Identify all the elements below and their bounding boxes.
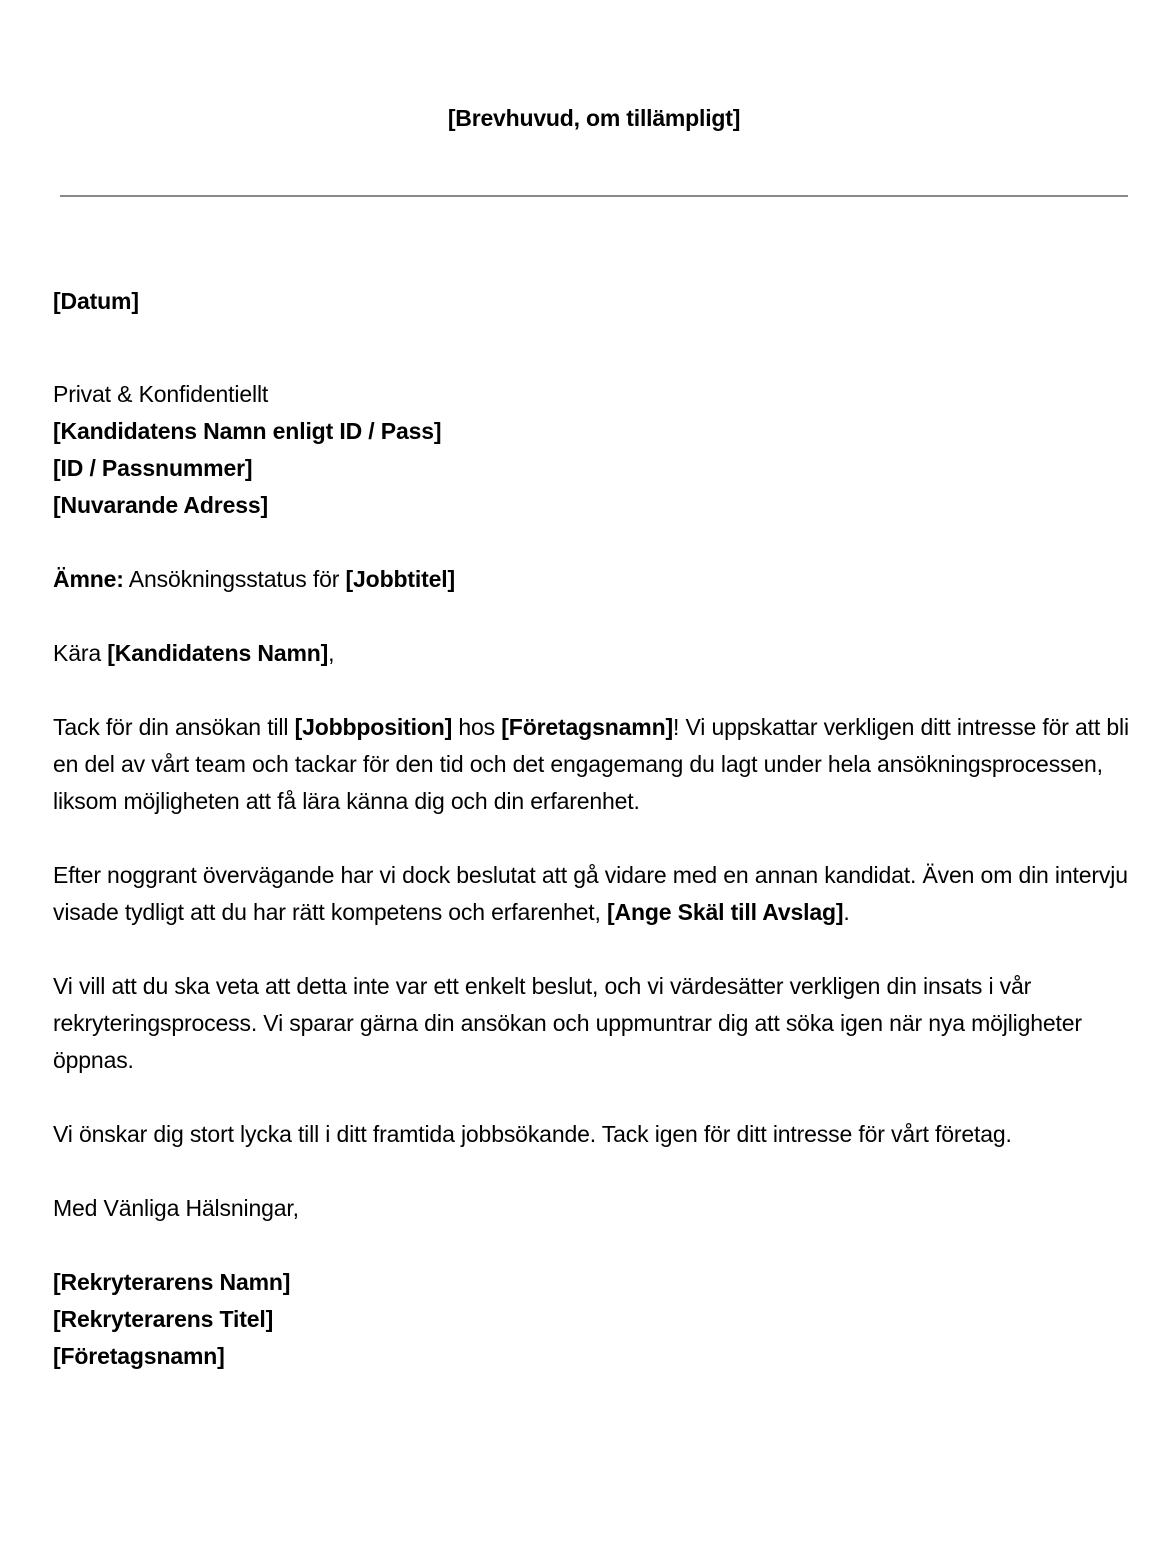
subject-text: Ansökningsstatus för	[123, 566, 346, 592]
subject-job-title: [Jobbtitel]	[345, 566, 456, 592]
company-name: [Företagsnamn]	[501, 714, 673, 740]
spacer	[53, 357, 1143, 376]
text: ! Vi uppskattar verkligen ditt intresse för att bli en del av vårt team och tackar för den tid och det engagemang du lagt under hela ansökningsprocessen, liksom möjligheten att få lära känna dig och din erfarenhet.	[53, 714, 1129, 814]
spacer	[53, 1079, 1143, 1116]
date: [Datum]	[53, 288, 139, 314]
spacer	[53, 931, 1143, 968]
greeting-punct: ,	[328, 640, 335, 666]
header-divider	[60, 195, 1128, 197]
greeting	[53, 635, 1143, 672]
spacer	[53, 524, 1143, 561]
text: hos	[452, 714, 502, 740]
recipient-name: [Kandidatens Namn enligt ID / Pass]	[53, 418, 442, 444]
paragraph-decision	[53, 857, 1143, 931]
text: .	[843, 899, 850, 925]
spacer	[53, 320, 1143, 357]
spacer	[53, 1227, 1143, 1264]
subject-line	[53, 561, 1143, 598]
subject-label: Ämne:	[53, 566, 124, 592]
letterhead: [Brevhuvud, om tillämpligt]	[447, 105, 741, 131]
greeting-name: [Kandidatens Namn]	[107, 640, 329, 666]
rejection-reason: [Ange Skäl till Avslag]	[607, 899, 844, 925]
closing: Med Vänliga Hälsningar,	[53, 1195, 299, 1221]
text: Tack för din ansökan till	[53, 714, 295, 740]
spacer	[53, 820, 1143, 857]
signature-company: [Företagsnamn]	[53, 1343, 225, 1369]
recruiter-title: [Rekryterarens Titel]	[53, 1306, 274, 1332]
spacer	[53, 1153, 1143, 1190]
spacer	[53, 598, 1143, 635]
recipient-id-number: [ID / Passnummer]	[53, 455, 253, 481]
text: Efter noggrant övervägande har vi dock beslutat att gå vidare med en annan kandidat. Även om din intervju visade tydligt att du har rätt kompetens och erfarenhet,	[53, 862, 1128, 925]
job-position: [Jobbposition]	[294, 714, 453, 740]
spacer	[53, 672, 1143, 709]
salutation: Kära	[53, 640, 108, 666]
paragraph-encouragement: Vi vill att du ska veta att detta inte var ett enkelt beslut, och vi värdesätter verkligen din insats i vår rekryteringsprocess. Vi sparar gärna din ansökan och uppmuntrar dig att söka igen när nya möjligheter öppnas.	[53, 973, 1082, 1073]
recruiter-name: [Rekryterarens Namn]	[53, 1269, 291, 1295]
signature-block	[53, 1264, 1143, 1375]
confidential-label: Privat & Konfidentiellt	[53, 381, 269, 407]
recipient-block	[53, 376, 1143, 524]
paragraph-wishes: Vi önskar dig stort lycka till i ditt framtida jobbsökande. Tack igen för ditt intresse för vårt företag.	[53, 1121, 1012, 1147]
paragraph-thanks	[53, 709, 1143, 820]
recipient-address: [Nuvarande Adress]	[53, 492, 269, 518]
letter-body	[53, 283, 1143, 1375]
